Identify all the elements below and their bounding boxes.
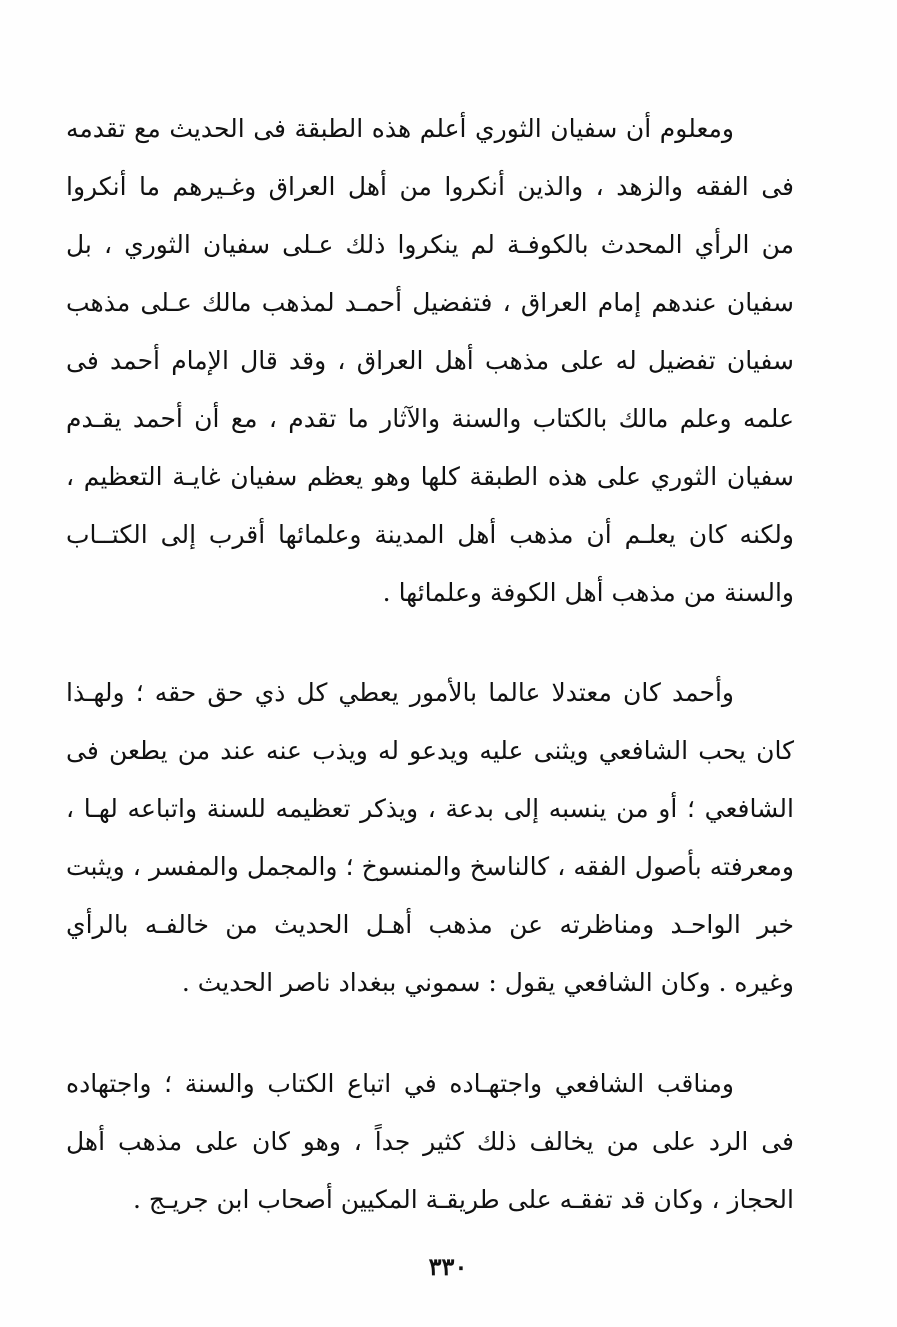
paragraph-2 (66, 664, 794, 1012)
text-line: خبر الواحـد ومناظرته عن مذهب أهـل الحديث من خالفـه بالرأي (66, 910, 794, 939)
text-line: فى الرد على من يخالف ذلك كثير جداً ، وهو كان على مذهب أهل (66, 1127, 794, 1156)
text-line: ولكنه كان يعلـم أن مذهب أهل المدينة وعلمائها أقرب إلى الكتــاب (66, 520, 794, 549)
text-line: والسنة من مذهب أهل الكوفة وعلمائها . (382, 578, 794, 607)
text-line: سفيان عندهم إمام العراق ، فتفضيل أحمـد لمذهب مالك عـلى مذهب (66, 288, 794, 317)
text-line: ومعرفته بأصول الفقه ، كالناسخ والمنسوخ ؛ والمجمل والمفسر ، ويثبت (66, 852, 794, 881)
text-line: فى الفقه والزهد ، والذين أنكروا من أهل العراق وغـيرهم ما أنكروا (66, 172, 794, 201)
text-line: ومعلوم أن سفيان الثوري أعلم هذه الطبقة فى الحديث مع تقدمه (66, 114, 734, 143)
paragraph-1 (66, 100, 794, 622)
page-number: ٣٣٠ (428, 1252, 468, 1281)
text-line: سفيان الثوري على هذه الطبقة كلها وهو يعظم سفيان غايـة التعظيم ، (66, 462, 794, 491)
text-line: الشافعي ؛ أو من ينسبه إلى بدعة ، ويذكر تعظيمه للسنة واتباعه لهـا ، (66, 794, 794, 823)
text-line: سفيان تفضيل له على مذهب أهل العراق ، وقد قال الإمام أحمد فى (66, 346, 794, 375)
text-line: وأحمد كان معتدلا عالما بالأمور يعطي كل ذي حق حقه ؛ ولهـذا (66, 678, 734, 707)
text-line: علمه وعلم مالك بالكتاب والسنة والآثار ما تقدم ، مع أن أحمد يقـدم (66, 404, 794, 433)
text-line: وغيره . وكان الشافعي يقول : سموني ببغداد ناصر الحديث . (181, 968, 794, 997)
text-line: من الرأي المحدث بالكوفـة لم ينكروا ذلك عـلى سفيان الثوري ، بل (66, 230, 794, 259)
text-line: كان يحب الشافعي ويثنى عليه ويدعو له ويذب عنه عند من يطعن فى (66, 736, 794, 765)
paragraph-3 (66, 1055, 794, 1229)
text-line: الحجاز ، وكان قد تفقـه على طريقـة المكيين أصحاب ابن جريـج . (132, 1185, 794, 1214)
text-line: ومناقب الشافعي واجتهـاده في اتباع الكتاب والسنة ؛ واجتهاده (66, 1069, 734, 1098)
